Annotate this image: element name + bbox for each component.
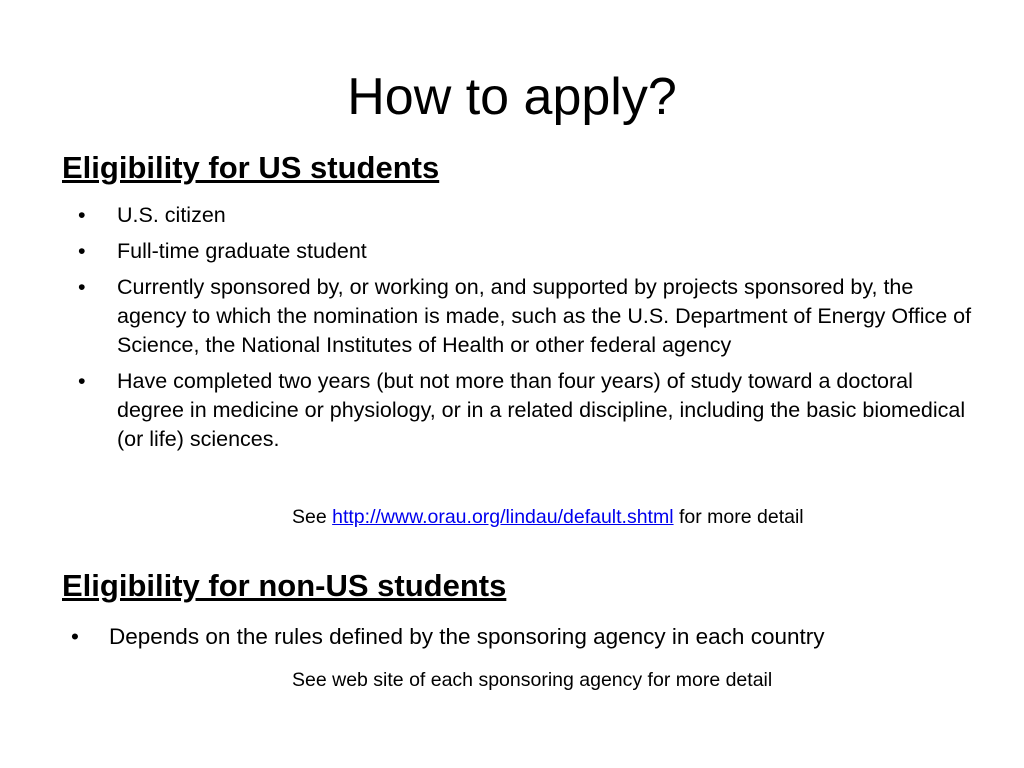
bullet-icon: •	[78, 369, 86, 393]
list-item-text: U.S. citizen	[117, 203, 226, 227]
nonus-eligibility-list	[71, 622, 971, 652]
bullet-icon: •	[71, 624, 79, 649]
list-item	[78, 367, 978, 454]
list-item-text: Depends on the rules defined by the sponsoring agency in each country	[109, 624, 825, 649]
list-item-text: Full-time graduate student	[117, 239, 367, 263]
note-suffix: for more detail	[673, 506, 804, 528]
us-eligibility-heading: Eligibility for US students	[62, 150, 440, 185]
list-item	[78, 201, 978, 230]
nonus-detail-note: See web site of each sponsoring agency for more detail	[292, 669, 773, 691]
note-prefix: See	[292, 506, 333, 528]
list-item	[71, 622, 971, 652]
orau-lindau-link[interactable]: http://www.orau.org/lindau/default.shtml	[332, 506, 674, 528]
nonus-eligibility-heading: Eligibility for non-US students	[62, 568, 507, 603]
list-item	[78, 237, 978, 266]
bullet-icon: •	[78, 275, 86, 299]
slide-title: How to apply?	[347, 68, 677, 126]
bullet-icon: •	[78, 239, 86, 263]
list-item	[78, 273, 978, 360]
us-detail-note	[292, 504, 804, 530]
bullet-icon: •	[78, 203, 86, 227]
us-eligibility-list	[78, 201, 978, 461]
list-item-text: Have completed two years (but not more than four years) of study toward a doctoral degree in medicine or physiology, or in a related discipline, including the basic biomedical (or life) sciences.	[117, 369, 966, 451]
list-item-text: Currently sponsored by, or working on, and supported by projects sponsored by, the agency to which the nomination is made, such as the U.S. Department of Energy Office of Science, the National Institutes of Health or other federal agency	[117, 275, 972, 357]
